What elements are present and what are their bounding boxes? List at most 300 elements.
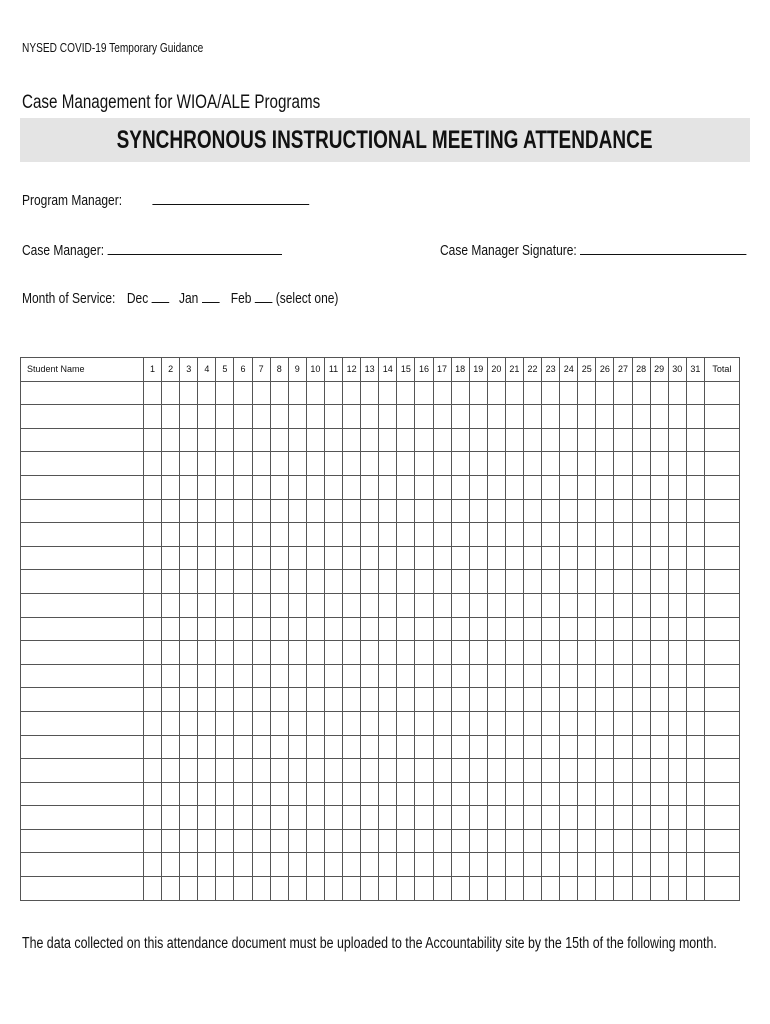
attendance-cell[interactable] [451,617,469,641]
attendance-cell[interactable] [668,381,686,405]
attendance-cell[interactable] [162,593,180,617]
attendance-cell[interactable] [198,593,216,617]
month-checkbox-dec[interactable] [152,288,170,303]
attendance-cell[interactable] [632,617,650,641]
attendance-cell[interactable] [578,428,596,452]
attendance-cell[interactable] [198,853,216,877]
attendance-cell[interactable] [632,475,650,499]
attendance-cell[interactable] [632,877,650,901]
attendance-cell[interactable] [469,877,487,901]
attendance-cell[interactable] [216,381,234,405]
attendance-cell[interactable] [433,735,451,759]
attendance-cell[interactable] [324,735,342,759]
attendance-cell[interactable] [614,593,632,617]
attendance-cell[interactable] [361,593,379,617]
attendance-cell[interactable] [523,405,541,429]
attendance-cell[interactable] [198,523,216,547]
attendance-cell[interactable] [578,499,596,523]
attendance-cell[interactable] [234,877,252,901]
attendance-cell[interactable] [469,735,487,759]
attendance-cell[interactable] [542,546,560,570]
attendance-cell[interactable] [469,593,487,617]
attendance-cell[interactable] [162,664,180,688]
attendance-cell[interactable] [560,475,578,499]
attendance-cell[interactable] [324,877,342,901]
attendance-cell[interactable] [397,711,415,735]
attendance-cell[interactable] [433,641,451,665]
attendance-cell[interactable] [288,570,306,594]
attendance-cell[interactable] [144,711,162,735]
attendance-cell[interactable] [397,853,415,877]
attendance-cell[interactable] [668,853,686,877]
attendance-cell[interactable] [252,735,270,759]
student-name-cell[interactable] [21,475,144,499]
attendance-cell[interactable] [343,877,361,901]
attendance-cell[interactable] [198,428,216,452]
attendance-cell[interactable] [505,405,523,429]
attendance-cell[interactable] [361,452,379,476]
attendance-cell[interactable] [324,806,342,830]
attendance-cell[interactable] [162,806,180,830]
attendance-cell[interactable] [523,617,541,641]
attendance-cell[interactable] [216,475,234,499]
attendance-cell[interactable] [668,877,686,901]
attendance-cell[interactable] [162,499,180,523]
attendance-cell[interactable] [469,829,487,853]
attendance-cell[interactable] [270,428,288,452]
attendance-cell[interactable] [632,806,650,830]
attendance-cell[interactable] [632,428,650,452]
attendance-cell[interactable] [343,853,361,877]
attendance-cell[interactable] [668,759,686,783]
attendance-cell[interactable] [180,428,198,452]
attendance-cell[interactable] [252,782,270,806]
attendance-cell[interactable] [596,782,614,806]
attendance-cell[interactable] [252,759,270,783]
attendance-cell[interactable] [668,711,686,735]
attendance-cell[interactable] [198,782,216,806]
attendance-cell[interactable] [596,523,614,547]
attendance-cell[interactable] [560,664,578,688]
attendance-cell[interactable] [180,381,198,405]
attendance-cell[interactable] [361,570,379,594]
attendance-cell[interactable] [216,853,234,877]
attendance-cell[interactable] [343,475,361,499]
attendance-cell[interactable] [560,428,578,452]
attendance-cell[interactable] [469,475,487,499]
attendance-cell[interactable] [379,711,397,735]
attendance-cell[interactable] [306,381,324,405]
attendance-cell[interactable] [523,735,541,759]
attendance-cell[interactable] [433,877,451,901]
attendance-cell[interactable] [542,664,560,688]
attendance-cell[interactable] [650,877,668,901]
attendance-cell[interactable] [379,853,397,877]
attendance-cell[interactable] [560,381,578,405]
student-name-cell[interactable] [21,688,144,712]
attendance-cell[interactable] [361,782,379,806]
attendance-cell[interactable] [162,475,180,499]
attendance-cell[interactable] [288,735,306,759]
attendance-cell[interactable] [343,593,361,617]
attendance-cell[interactable] [198,877,216,901]
total-cell[interactable] [704,617,739,641]
attendance-cell[interactable] [560,452,578,476]
attendance-cell[interactable] [343,381,361,405]
attendance-cell[interactable] [686,759,704,783]
attendance-cell[interactable] [234,806,252,830]
attendance-cell[interactable] [306,593,324,617]
attendance-cell[interactable] [270,853,288,877]
case-manager-field[interactable] [107,240,281,255]
attendance-cell[interactable] [415,853,433,877]
attendance-cell[interactable] [614,711,632,735]
attendance-cell[interactable] [288,759,306,783]
attendance-cell[interactable] [523,641,541,665]
attendance-cell[interactable] [451,877,469,901]
attendance-cell[interactable] [560,499,578,523]
attendance-cell[interactable] [596,877,614,901]
attendance-cell[interactable] [596,735,614,759]
attendance-cell[interactable] [397,593,415,617]
attendance-cell[interactable] [234,546,252,570]
attendance-cell[interactable] [162,428,180,452]
attendance-cell[interactable] [668,570,686,594]
attendance-cell[interactable] [686,711,704,735]
attendance-cell[interactable] [614,570,632,594]
attendance-cell[interactable] [614,664,632,688]
student-name-cell[interactable] [21,641,144,665]
attendance-cell[interactable] [487,381,505,405]
attendance-cell[interactable] [361,688,379,712]
attendance-cell[interactable] [324,593,342,617]
attendance-cell[interactable] [686,381,704,405]
signature-field[interactable] [580,240,746,255]
attendance-cell[interactable] [343,405,361,429]
student-name-cell[interactable] [21,428,144,452]
attendance-cell[interactable] [252,641,270,665]
attendance-cell[interactable] [578,688,596,712]
attendance-cell[interactable] [686,428,704,452]
student-name-cell[interactable] [21,664,144,688]
attendance-cell[interactable] [487,570,505,594]
month-checkbox-jan[interactable] [202,288,220,303]
student-name-cell[interactable] [21,405,144,429]
attendance-cell[interactable] [560,735,578,759]
attendance-cell[interactable] [361,546,379,570]
attendance-cell[interactable] [469,405,487,429]
attendance-cell[interactable] [560,782,578,806]
attendance-cell[interactable] [180,829,198,853]
attendance-cell[interactable] [686,806,704,830]
student-name-cell[interactable] [21,499,144,523]
attendance-cell[interactable] [288,593,306,617]
attendance-cell[interactable] [216,806,234,830]
attendance-cell[interactable] [505,877,523,901]
student-name-cell[interactable] [21,523,144,547]
attendance-cell[interactable] [361,381,379,405]
attendance-cell[interactable] [270,641,288,665]
attendance-cell[interactable] [216,782,234,806]
attendance-cell[interactable] [361,428,379,452]
attendance-cell[interactable] [306,782,324,806]
attendance-cell[interactable] [216,641,234,665]
attendance-cell[interactable] [650,782,668,806]
attendance-cell[interactable] [596,499,614,523]
attendance-cell[interactable] [614,475,632,499]
attendance-cell[interactable] [397,405,415,429]
attendance-cell[interactable] [578,523,596,547]
attendance-cell[interactable] [469,452,487,476]
attendance-cell[interactable] [234,405,252,429]
attendance-cell[interactable] [523,593,541,617]
attendance-cell[interactable] [560,806,578,830]
attendance-cell[interactable] [505,475,523,499]
attendance-cell[interactable] [324,829,342,853]
student-name-cell[interactable] [21,853,144,877]
attendance-cell[interactable] [361,759,379,783]
attendance-cell[interactable] [560,570,578,594]
attendance-cell[interactable] [324,641,342,665]
attendance-cell[interactable] [523,381,541,405]
attendance-cell[interactable] [668,688,686,712]
attendance-cell[interactable] [144,523,162,547]
attendance-cell[interactable] [523,688,541,712]
attendance-cell[interactable] [415,381,433,405]
attendance-cell[interactable] [632,711,650,735]
attendance-cell[interactable] [487,806,505,830]
attendance-cell[interactable] [686,475,704,499]
attendance-cell[interactable] [288,523,306,547]
attendance-cell[interactable] [252,711,270,735]
attendance-cell[interactable] [560,405,578,429]
attendance-cell[interactable] [560,853,578,877]
attendance-cell[interactable] [270,877,288,901]
attendance-cell[interactable] [252,593,270,617]
attendance-cell[interactable] [144,664,162,688]
attendance-cell[interactable] [162,735,180,759]
attendance-cell[interactable] [162,381,180,405]
total-cell[interactable] [704,735,739,759]
attendance-cell[interactable] [270,452,288,476]
attendance-cell[interactable] [343,664,361,688]
attendance-cell[interactable] [451,853,469,877]
attendance-cell[interactable] [252,853,270,877]
attendance-cell[interactable] [650,452,668,476]
attendance-cell[interactable] [505,523,523,547]
attendance-cell[interactable] [198,641,216,665]
attendance-cell[interactable] [361,806,379,830]
attendance-cell[interactable] [216,452,234,476]
attendance-cell[interactable] [668,782,686,806]
attendance-cell[interactable] [433,475,451,499]
attendance-cell[interactable] [306,853,324,877]
attendance-cell[interactable] [632,641,650,665]
attendance-cell[interactable] [324,617,342,641]
attendance-cell[interactable] [361,735,379,759]
total-cell[interactable] [704,853,739,877]
attendance-cell[interactable] [505,452,523,476]
attendance-cell[interactable] [451,806,469,830]
attendance-cell[interactable] [451,523,469,547]
attendance-cell[interactable] [469,499,487,523]
total-cell[interactable] [704,782,739,806]
attendance-cell[interactable] [379,759,397,783]
attendance-cell[interactable] [379,428,397,452]
attendance-cell[interactable] [288,546,306,570]
attendance-cell[interactable] [234,829,252,853]
attendance-cell[interactable] [397,877,415,901]
attendance-cell[interactable] [180,452,198,476]
attendance-cell[interactable] [379,641,397,665]
attendance-cell[interactable] [270,405,288,429]
attendance-cell[interactable] [523,428,541,452]
attendance-cell[interactable] [234,523,252,547]
attendance-cell[interactable] [252,428,270,452]
attendance-cell[interactable] [397,829,415,853]
attendance-cell[interactable] [252,570,270,594]
attendance-cell[interactable] [596,546,614,570]
attendance-cell[interactable] [578,381,596,405]
attendance-cell[interactable] [162,617,180,641]
attendance-cell[interactable] [198,688,216,712]
attendance-cell[interactable] [650,853,668,877]
attendance-cell[interactable] [180,853,198,877]
attendance-cell[interactable] [614,829,632,853]
attendance-cell[interactable] [650,405,668,429]
attendance-cell[interactable] [234,381,252,405]
attendance-cell[interactable] [668,405,686,429]
attendance-cell[interactable] [180,405,198,429]
attendance-cell[interactable] [198,499,216,523]
attendance-cell[interactable] [542,499,560,523]
attendance-cell[interactable] [162,546,180,570]
attendance-cell[interactable] [650,711,668,735]
attendance-cell[interactable] [198,452,216,476]
attendance-cell[interactable] [144,475,162,499]
attendance-cell[interactable] [343,641,361,665]
attendance-cell[interactable] [632,405,650,429]
attendance-cell[interactable] [415,428,433,452]
attendance-cell[interactable] [650,523,668,547]
program-manager-field[interactable] [153,190,310,205]
attendance-cell[interactable] [252,381,270,405]
attendance-cell[interactable] [343,523,361,547]
attendance-cell[interactable] [361,829,379,853]
attendance-cell[interactable] [379,617,397,641]
attendance-cell[interactable] [469,759,487,783]
total-cell[interactable] [704,711,739,735]
attendance-cell[interactable] [451,546,469,570]
attendance-cell[interactable] [596,452,614,476]
attendance-cell[interactable] [234,593,252,617]
attendance-cell[interactable] [542,688,560,712]
attendance-cell[interactable] [650,617,668,641]
attendance-cell[interactable] [252,806,270,830]
attendance-cell[interactable] [379,806,397,830]
attendance-cell[interactable] [162,641,180,665]
attendance-cell[interactable] [306,688,324,712]
attendance-cell[interactable] [306,735,324,759]
attendance-cell[interactable] [487,759,505,783]
attendance-cell[interactable] [270,593,288,617]
attendance-cell[interactable] [668,617,686,641]
attendance-cell[interactable] [523,759,541,783]
attendance-cell[interactable] [343,499,361,523]
attendance-cell[interactable] [415,570,433,594]
attendance-cell[interactable] [343,829,361,853]
attendance-cell[interactable] [270,570,288,594]
attendance-cell[interactable] [306,499,324,523]
attendance-cell[interactable] [252,617,270,641]
attendance-cell[interactable] [252,546,270,570]
attendance-cell[interactable] [542,523,560,547]
attendance-cell[interactable] [144,782,162,806]
attendance-cell[interactable] [614,759,632,783]
attendance-cell[interactable] [614,428,632,452]
attendance-cell[interactable] [198,381,216,405]
attendance-cell[interactable] [686,593,704,617]
attendance-cell[interactable] [397,641,415,665]
attendance-cell[interactable] [505,593,523,617]
attendance-cell[interactable] [686,853,704,877]
attendance-cell[interactable] [415,782,433,806]
attendance-cell[interactable] [361,853,379,877]
attendance-cell[interactable] [578,735,596,759]
attendance-cell[interactable] [216,428,234,452]
attendance-cell[interactable] [343,782,361,806]
attendance-cell[interactable] [560,877,578,901]
attendance-cell[interactable] [180,593,198,617]
attendance-cell[interactable] [614,405,632,429]
attendance-cell[interactable] [144,688,162,712]
attendance-cell[interactable] [144,428,162,452]
attendance-cell[interactable] [306,664,324,688]
attendance-cell[interactable] [578,806,596,830]
attendance-cell[interactable] [596,806,614,830]
attendance-cell[interactable] [379,735,397,759]
total-cell[interactable] [704,593,739,617]
attendance-cell[interactable] [216,688,234,712]
attendance-cell[interactable] [433,711,451,735]
attendance-cell[interactable] [216,405,234,429]
attendance-cell[interactable] [542,593,560,617]
attendance-cell[interactable] [523,806,541,830]
attendance-cell[interactable] [379,782,397,806]
attendance-cell[interactable] [487,617,505,641]
attendance-cell[interactable] [614,641,632,665]
total-cell[interactable] [704,499,739,523]
attendance-cell[interactable] [324,853,342,877]
attendance-cell[interactable] [686,499,704,523]
attendance-cell[interactable] [560,523,578,547]
attendance-cell[interactable] [379,546,397,570]
attendance-cell[interactable] [216,829,234,853]
attendance-cell[interactable] [234,782,252,806]
attendance-cell[interactable] [614,381,632,405]
attendance-cell[interactable] [542,405,560,429]
attendance-cell[interactable] [668,452,686,476]
attendance-cell[interactable] [343,452,361,476]
attendance-cell[interactable] [415,499,433,523]
attendance-cell[interactable] [686,523,704,547]
attendance-cell[interactable] [234,452,252,476]
attendance-cell[interactable] [306,829,324,853]
student-name-cell[interactable] [21,877,144,901]
attendance-cell[interactable] [216,546,234,570]
attendance-cell[interactable] [306,546,324,570]
attendance-cell[interactable] [288,499,306,523]
